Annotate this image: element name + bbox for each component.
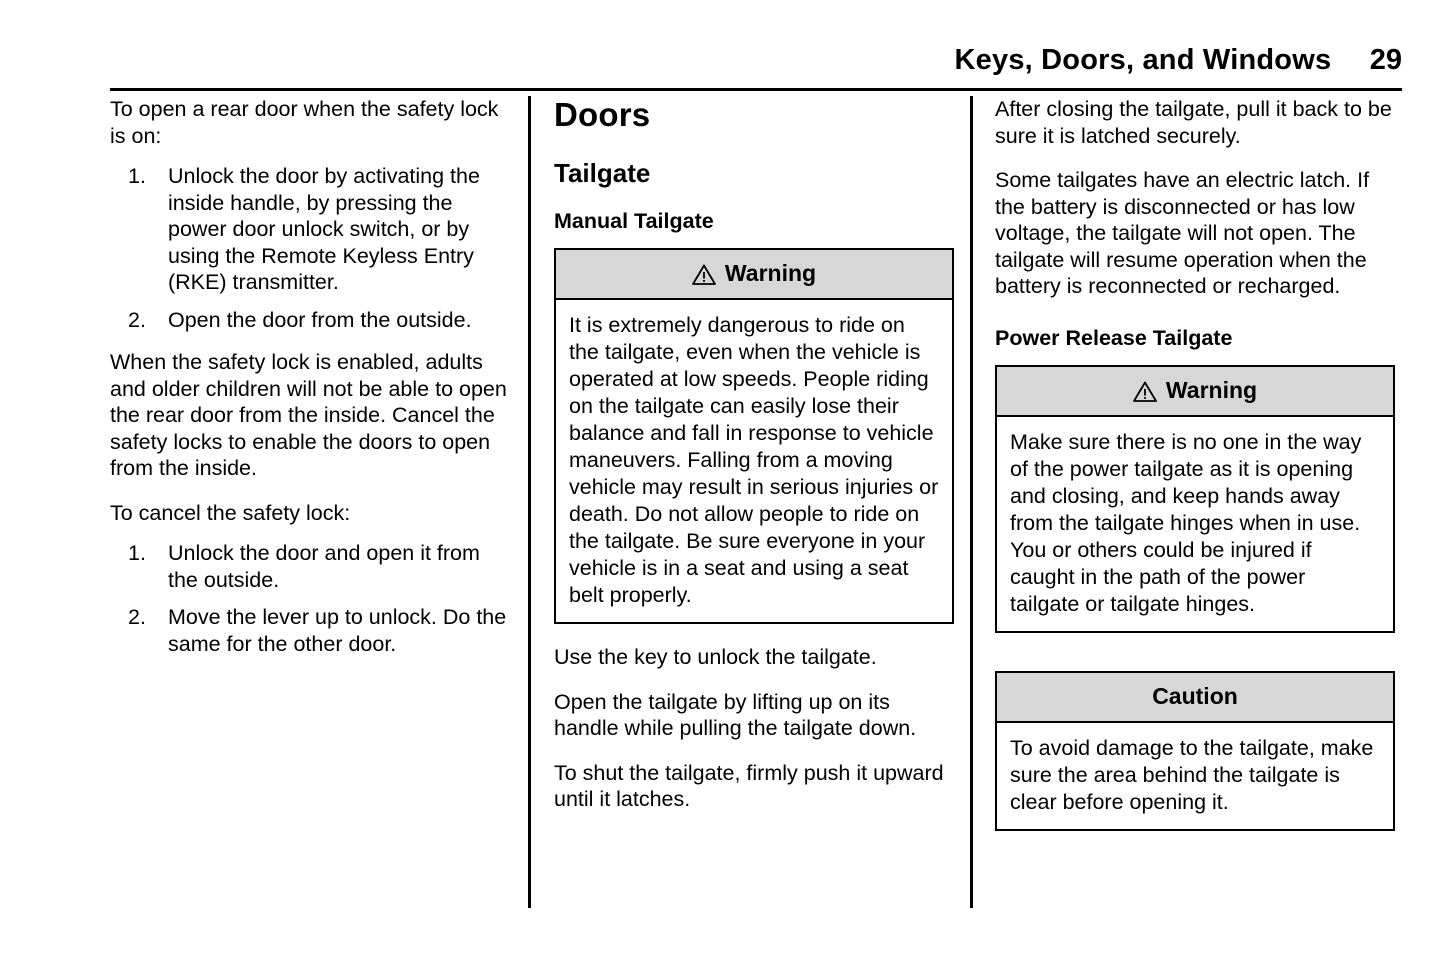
warning-box-text: It is extremely dangerous to ride on the tailgate, even when the vehicle is operated at low speeds. People riding on the tailgate can easily lose their balance and fall in response to vehicle maneuvers. Falling from a moving vehicle may result in serious injuries or death. Do not allow people to ride on the tailgate. Be sure everyone in your vehicle is in a seat and using a seat belt properly. xyxy=(569,313,939,607)
warning-box-header xyxy=(997,367,1393,417)
subsection-heading-tailgate: Tailgate xyxy=(554,158,651,188)
warning-box-text: Make sure there is no one in the way of the power tailgate as it is opening and closing, and keep hands away from the tailgate hinges when in use. You or others could be injured if caught in the path of the power tailgate or tailgate hinges. xyxy=(1010,429,1362,616)
list-item: Unlock the door and open it from the outside. xyxy=(168,541,480,592)
warning-box-title: Warning xyxy=(1165,376,1258,403)
warning-box-title: Warning xyxy=(724,260,817,286)
warning-triangle-icon xyxy=(1133,381,1157,402)
page-number: 29 xyxy=(1369,44,1402,76)
section-heading-doors: Doors xyxy=(554,96,651,133)
list-item: Move the lever up to unlock. Do the same for the other door. xyxy=(168,605,507,656)
column-divider-left xyxy=(528,96,531,908)
warning-triangle-icon xyxy=(692,264,716,285)
caution-box-body xyxy=(997,723,1393,829)
tailgate-paragraph-2: Open the tailgate by lifting up on its handle while pulling the tailgate down. xyxy=(554,689,917,740)
warning-box-power-tailgate xyxy=(995,365,1395,633)
warning-box-body xyxy=(556,300,952,622)
column-one xyxy=(110,96,510,673)
heading-power-release-tailgate: Power Release Tailgate xyxy=(995,325,1233,350)
tailgate-latch-paragraph: After closing the tailgate, pull it back to be sure it is latched securely. xyxy=(995,97,1392,148)
cancel-safety-lock-steps xyxy=(110,540,510,657)
list-item: Open the door from the outside. xyxy=(168,307,472,332)
column-two xyxy=(554,96,954,831)
tailgate-paragraph-3: To shut the tailgate, firmly push it upward until it latches. xyxy=(554,760,944,811)
column-three xyxy=(995,96,1395,851)
tailgate-paragraph-1: Use the key to unlock the tailgate. xyxy=(554,645,877,669)
cancel-safety-lock-intro: To cancel the safety lock: xyxy=(110,500,351,525)
caution-box-title: Caution xyxy=(1152,682,1238,709)
warning-box-body xyxy=(997,417,1393,631)
header-divider xyxy=(110,88,1402,91)
caution-box-tailgate xyxy=(995,671,1395,831)
electric-latch-paragraph: Some tailgates have an electric latch. If the battery is disconnected or has low voltage, the tailgate will not open. The tailgate will resume operation when the battery is reconnected or recharged. xyxy=(995,168,1370,298)
heading-manual-tailgate: Manual Tailgate xyxy=(554,209,714,233)
warning-box-header xyxy=(556,250,952,300)
caution-box-header xyxy=(997,673,1393,723)
open-rear-door-steps xyxy=(110,163,510,333)
caution-box-text: To avoid damage to the tailgate, make sure the area behind the tailgate is clear before opening it. xyxy=(1010,735,1374,814)
safety-lock-intro: To open a rear door when the safety lock is on: xyxy=(110,97,499,148)
warning-box-manual-tailgate xyxy=(554,248,954,624)
page-title: Keys, Doors, and Windows xyxy=(954,44,1332,76)
column-divider-right xyxy=(970,96,973,908)
list-item: Unlock the door by activating the inside handle, by pressing the power door unlock switch, or by using the Remote Keyless Entry (RKE) transmitter. xyxy=(168,164,480,294)
safety-lock-enabled-paragraph: When the safety lock is enabled, adults and older children will not be able to open the rear door from the inside. Cancel the safety locks to enable the doors to open from the inside. xyxy=(110,350,507,480)
page-header xyxy=(110,44,1402,77)
